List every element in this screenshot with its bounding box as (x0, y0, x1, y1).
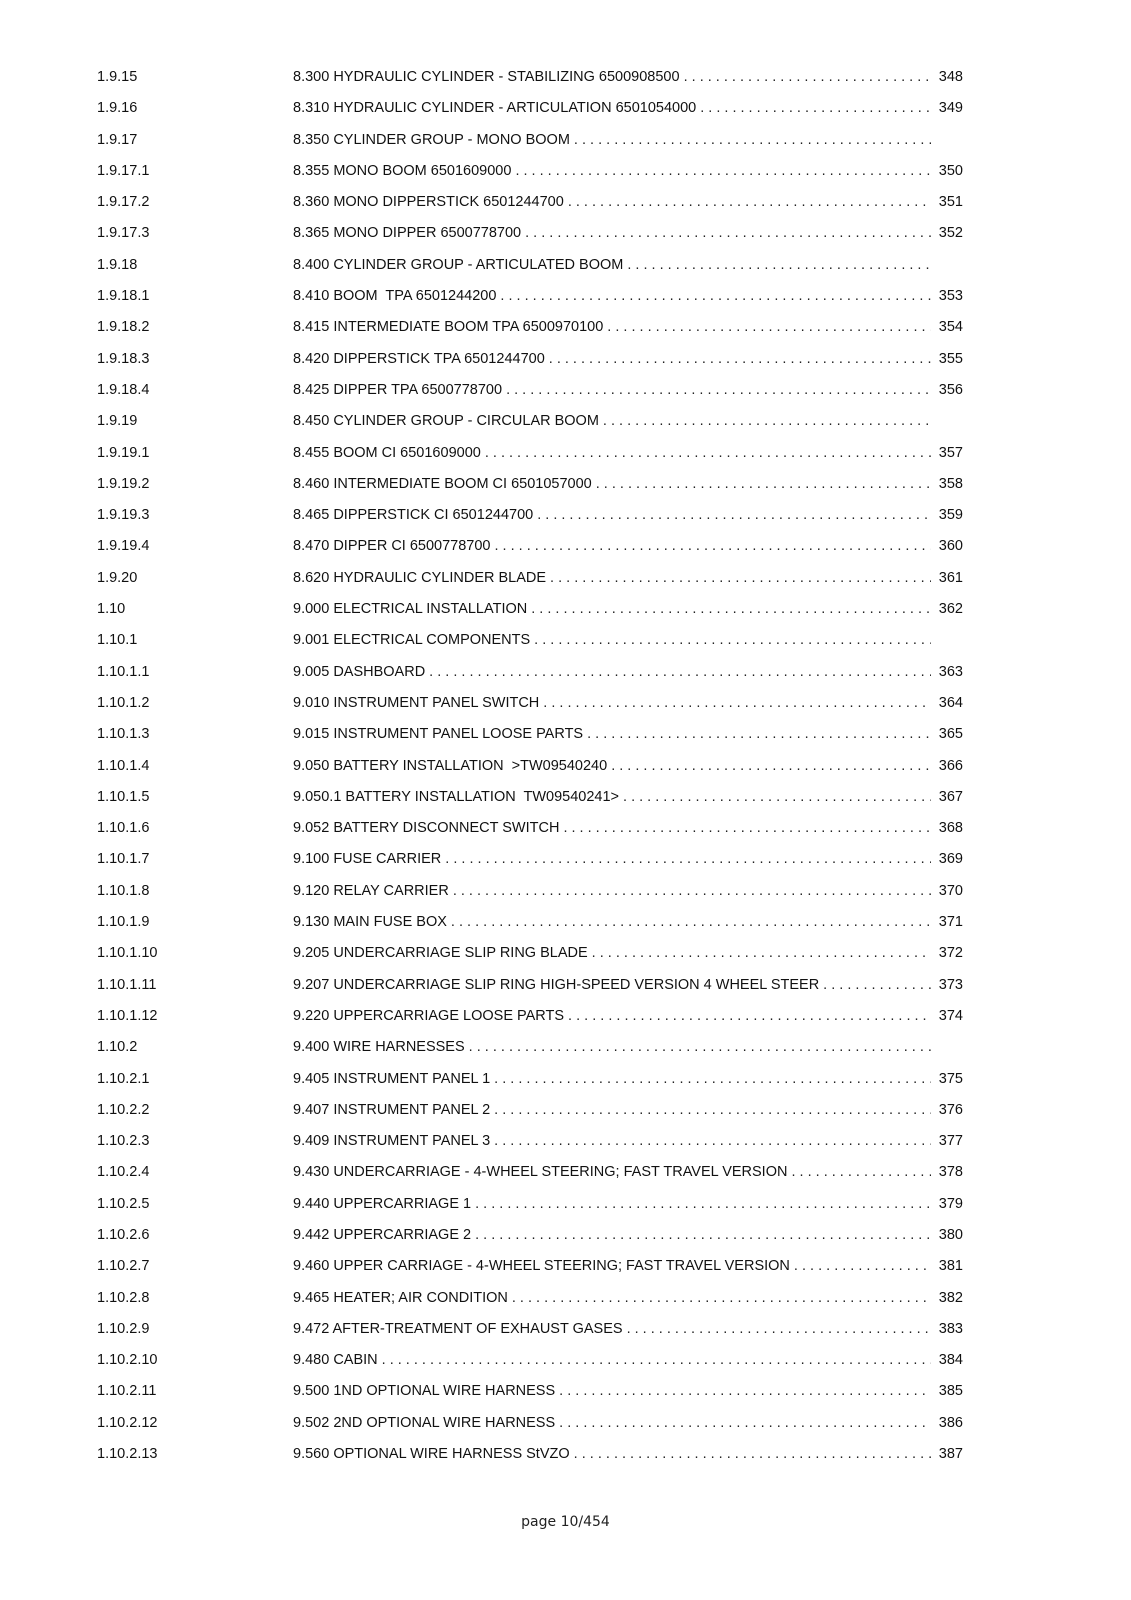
dot-leader (508, 1289, 931, 1307)
toc-row[interactable] (0, 1034, 1131, 1065)
toc-row[interactable] (0, 1159, 1131, 1190)
toc-title[interactable]: 8.355 MONO BOOM 6501609000 (293, 162, 512, 179)
toc-section-number: 1.10.2.6 (97, 1226, 150, 1243)
toc-row[interactable] (0, 158, 1131, 189)
toc-entry[interactable] (293, 162, 963, 180)
toc-page-number[interactable]: 383 (938, 1320, 963, 1337)
toc-entry[interactable] (293, 1226, 963, 1244)
toc-page-number[interactable]: 378 (938, 1164, 963, 1181)
toc-section-number: 1.10.2.11 (97, 1383, 157, 1400)
toc-page-number[interactable]: 350 (938, 162, 963, 179)
toc-title[interactable]: 8.410 BOOM TPA 6501244200 (293, 288, 497, 305)
toc-section-number: 1.9.18 (97, 256, 138, 273)
toc-section-number: 1.10.1.10 (97, 945, 158, 962)
toc-title[interactable]: 9.010 INSTRUMENT PANEL SWITCH (293, 694, 540, 711)
toc-page-number[interactable]: 372 (938, 945, 963, 962)
dot-leader (570, 1445, 931, 1463)
toc-section-number: 1.9.17.1 (97, 162, 150, 179)
toc-entry[interactable] (293, 850, 963, 868)
toc-row[interactable] (0, 533, 1131, 564)
toc-entry[interactable] (293, 757, 963, 775)
dot-leader (511, 162, 931, 180)
toc-title[interactable]: 9.100 FUSE CARRIER (293, 851, 442, 868)
toc-entry[interactable] (293, 1070, 963, 1088)
toc-page-number[interactable]: 375 (938, 1070, 963, 1087)
dot-leader (447, 913, 931, 931)
toc-title[interactable]: 9.465 HEATER; AIR CONDITION (293, 1289, 508, 1306)
toc-section-number: 1.9.15 (97, 69, 138, 85)
toc-entry[interactable] (293, 131, 963, 149)
dot-leader (619, 788, 931, 806)
toc-row[interactable] (0, 1253, 1131, 1284)
dot-leader (496, 287, 931, 305)
toc-page-number[interactable]: 374 (938, 1007, 963, 1024)
toc-title[interactable]: 9.480 CABIN (293, 1352, 378, 1369)
toc-title[interactable]: 9.560 OPTIONAL WIRE HARNESS StVZO (293, 1446, 570, 1463)
toc-section-number: 1.9.20 (97, 569, 138, 586)
toc-section-number: 1.10.1.2 (97, 694, 150, 711)
toc-entry[interactable] (293, 506, 963, 524)
dot-leader (588, 944, 931, 962)
dot-leader (471, 1226, 931, 1244)
dot-leader (555, 1414, 931, 1432)
toc-row[interactable] (0, 690, 1131, 721)
toc-page-number[interactable]: 364 (938, 694, 963, 711)
toc-title[interactable]: 8.360 MONO DIPPERSTICK 6501244700 (293, 194, 564, 211)
dot-leader (449, 882, 931, 900)
toc-row[interactable] (0, 627, 1131, 658)
toc-title[interactable]: 9.207 UNDERCARRIAGE SLIP RING HIGH-SPEED VERSION 4 WHEEL STEER (293, 976, 820, 993)
dot-leader (441, 850, 931, 868)
toc-title[interactable]: 9.000 ELECTRICAL INSTALLATION (293, 601, 528, 618)
toc-title[interactable]: 9.430 UNDERCARRIAGE - 4-WHEEL STEERING; FAST TRAVEL VERSION (293, 1164, 788, 1181)
dot-leader (481, 444, 931, 462)
toc-page-number[interactable]: 348 (938, 69, 963, 85)
dot-leader (599, 412, 931, 430)
toc-section-number: 1.9.17.3 (97, 225, 150, 242)
toc-entry[interactable] (293, 1414, 963, 1432)
toc-entry[interactable] (293, 569, 963, 587)
toc-section-number: 1.10.1.3 (97, 726, 150, 743)
toc-title[interactable]: 8.420 DIPPERSTICK TPA 6501244700 (293, 350, 545, 367)
toc-section-number: 1.10.1.12 (97, 1007, 158, 1024)
toc-entry[interactable] (293, 694, 963, 712)
toc-page-number[interactable]: 371 (938, 914, 963, 931)
toc-entry[interactable] (293, 944, 963, 962)
toc-page-number[interactable]: 363 (938, 663, 963, 680)
toc-row[interactable] (0, 252, 1131, 283)
toc-page-number[interactable]: 366 (938, 757, 963, 774)
toc-title[interactable]: 8.620 HYDRAULIC CYLINDER BLADE (293, 569, 547, 586)
toc-section-number: 1.10.2.9 (97, 1320, 150, 1337)
toc-title[interactable]: 9.460 UPPER CARRIAGE - 4-WHEEL STEERING; FAST TRAVEL VERSION (293, 1258, 790, 1275)
toc-page-number[interactable]: 382 (938, 1289, 963, 1306)
toc-row[interactable] (0, 596, 1131, 627)
toc-entry[interactable] (293, 444, 963, 462)
toc-entry[interactable] (293, 256, 963, 274)
toc-entry[interactable] (293, 68, 963, 86)
toc-title[interactable]: 8.470 DIPPER CI 6500778700 (293, 538, 491, 555)
toc-section-number: 1.10.2.2 (97, 1101, 150, 1118)
toc-entry[interactable] (293, 1101, 963, 1119)
toc-section-number: 1.10.1.8 (97, 882, 150, 899)
dot-leader (491, 537, 932, 555)
toc-row[interactable] (0, 1066, 1131, 1097)
toc-page-number[interactable]: 361 (938, 569, 963, 586)
toc-row[interactable] (0, 721, 1131, 752)
toc-entry[interactable] (293, 193, 963, 211)
toc-row[interactable] (0, 1347, 1131, 1378)
toc-page-number[interactable]: 379 (938, 1195, 963, 1212)
toc-section-number: 1.9.19.1 (97, 444, 150, 461)
toc-row[interactable] (0, 1316, 1131, 1347)
toc-title[interactable]: 9.052 BATTERY DISCONNECT SWITCH (293, 820, 560, 837)
toc-entry[interactable] (293, 1163, 963, 1181)
dot-leader (530, 631, 931, 649)
toc-row[interactable] (0, 1441, 1131, 1472)
dot-leader (680, 68, 931, 86)
toc-page-number[interactable]: 385 (938, 1383, 963, 1400)
toc-row[interactable] (0, 815, 1131, 846)
toc-page-number[interactable]: 377 (938, 1133, 963, 1150)
toc-entry[interactable] (293, 600, 963, 618)
toc-title[interactable]: 9.440 UPPERCARRIAGE 1 (293, 1195, 472, 1212)
toc-entry[interactable] (293, 1382, 963, 1400)
toc-title[interactable]: 8.450 CYLINDER GROUP - CIRCULAR BOOM (293, 413, 599, 430)
toc-section-number: 1.9.16 (97, 100, 138, 117)
toc-section-number: 1.9.19.2 (97, 475, 150, 492)
toc-title[interactable]: 8.455 BOOM CI 6501609000 (293, 444, 481, 461)
toc-row[interactable] (0, 189, 1131, 220)
toc-entry[interactable] (293, 287, 963, 305)
toc-page-number[interactable]: 352 (938, 225, 963, 242)
toc-title[interactable]: 9.015 INSTRUMENT PANEL LOOSE PARTS (293, 726, 584, 743)
toc-title[interactable]: 9.400 WIRE HARNESSES (293, 1039, 465, 1056)
toc-entry[interactable] (293, 381, 963, 399)
dot-leader (790, 1257, 931, 1275)
toc-section-number: 1.10.1.6 (97, 820, 150, 837)
toc-section-number: 1.9.17.2 (97, 194, 150, 211)
toc-title[interactable]: 8.425 DIPPER TPA 6500778700 (293, 381, 503, 398)
toc-page-number[interactable]: 354 (938, 319, 963, 336)
toc-entry[interactable] (293, 1132, 963, 1150)
toc-section-number: 1.10.1.9 (97, 914, 150, 931)
toc-section-number: 1.10.2.4 (97, 1164, 150, 1181)
dot-leader (570, 131, 931, 149)
toc-section-number: 1.10.1.1 (97, 663, 150, 680)
page-number-footer: page 10/454 (521, 1514, 610, 1530)
toc-entry[interactable] (293, 976, 963, 994)
toc-title[interactable]: 9.120 RELAY CARRIER (293, 882, 449, 899)
toc-entry[interactable] (293, 99, 963, 117)
toc-entry[interactable] (293, 1007, 963, 1025)
toc-section-number: 1.9.18.3 (97, 350, 150, 367)
toc-title[interactable]: 8.300 HYDRAULIC CYLINDER - STABILIZING 6500908500 (293, 69, 680, 85)
toc-row[interactable] (0, 95, 1131, 126)
toc-entry[interactable] (293, 725, 963, 743)
dot-leader (787, 1163, 931, 1181)
toc-title[interactable]: 9.050 BATTERY INSTALLATION >TW09540240 (293, 757, 608, 774)
toc-page-number[interactable]: 353 (938, 288, 963, 305)
toc-page-number[interactable]: 384 (938, 1352, 963, 1369)
toc-section-number: 1.10.1.5 (97, 788, 150, 805)
dot-leader (564, 193, 931, 211)
dot-leader (545, 350, 931, 368)
toc-entry[interactable] (293, 1320, 963, 1338)
toc-page-number[interactable]: 360 (938, 538, 963, 555)
toc-entry[interactable] (293, 882, 963, 900)
toc-section-number: 1.9.18.4 (97, 381, 150, 398)
toc-row[interactable] (0, 784, 1131, 815)
toc-title[interactable]: 8.365 MONO DIPPER 6500778700 (293, 225, 522, 242)
toc-entry[interactable] (293, 1195, 963, 1213)
toc-section-number: 1.10.2.8 (97, 1289, 150, 1306)
toc-entry[interactable] (293, 475, 963, 493)
toc-section-number: 1.9.19.4 (97, 538, 150, 555)
toc-entry[interactable] (293, 412, 963, 430)
toc-title[interactable]: 8.310 HYDRAULIC CYLINDER - ARTICULATION 6501054000 (293, 100, 697, 117)
toc-section-number: 1.10.2.1 (97, 1070, 150, 1087)
toc-row[interactable] (0, 846, 1131, 877)
dot-leader (539, 694, 931, 712)
dot-leader (490, 1132, 931, 1150)
dot-leader (819, 976, 931, 994)
toc-section-number: 1.9.18.1 (97, 288, 150, 305)
toc-entry[interactable] (293, 1289, 963, 1307)
toc-section-number: 1.10.1.4 (97, 757, 150, 774)
toc-row[interactable] (0, 909, 1131, 940)
toc-row[interactable] (0, 64, 1131, 95)
toc-title[interactable]: 9.220 UPPERCARRIAGE LOOSE PARTS (293, 1007, 565, 1024)
toc-title[interactable]: 9.442 UPPERCARRIAGE 2 (293, 1226, 472, 1243)
toc-section-number: 1.10 (97, 601, 126, 618)
toc-title[interactable]: 9.130 MAIN FUSE BOX (293, 914, 447, 931)
toc-entry[interactable] (293, 788, 963, 806)
toc-title[interactable]: 8.350 CYLINDER GROUP - MONO BOOM (293, 131, 570, 148)
toc-section-number: 1.10.2.7 (97, 1258, 150, 1275)
toc-page-number[interactable]: 380 (938, 1226, 963, 1243)
dot-leader (592, 475, 931, 493)
toc-row[interactable] (0, 502, 1131, 533)
dot-leader (623, 1320, 931, 1338)
toc-title[interactable]: 8.460 INTERMEDIATE BOOM CI 6501057000 (293, 475, 592, 492)
toc-row[interactable] (0, 659, 1131, 690)
toc-section-number: 1.10.2.10 (97, 1352, 158, 1369)
toc-section-number: 1.10.1.7 (97, 851, 150, 868)
dot-leader (607, 757, 931, 775)
toc-title[interactable]: 8.400 CYLINDER GROUP - ARTICULATED BOOM (293, 256, 624, 273)
dot-leader (490, 1070, 931, 1088)
dot-leader (425, 663, 931, 681)
toc-page-number[interactable]: 367 (938, 788, 963, 805)
toc-title[interactable]: 9.502 2ND OPTIONAL WIRE HARNESS (293, 1414, 556, 1431)
toc-section-number: 1.10.1.11 (97, 976, 157, 993)
toc-page-number[interactable]: 387 (938, 1446, 963, 1463)
toc-section-number: 1.10.2.3 (97, 1133, 150, 1150)
toc-row[interactable] (0, 346, 1131, 377)
dot-leader (378, 1351, 931, 1369)
toc-page-number[interactable]: 373 (938, 976, 963, 993)
toc-entry[interactable] (293, 1038, 963, 1056)
toc-entry[interactable] (293, 1257, 963, 1275)
toc-title[interactable]: 9.005 DASHBOARD (293, 663, 426, 680)
toc-row[interactable] (0, 753, 1131, 784)
dot-leader (555, 1382, 931, 1400)
toc-entry[interactable] (293, 663, 963, 681)
toc-page-number[interactable]: 376 (938, 1101, 963, 1118)
toc-page-number[interactable]: 349 (938, 100, 963, 117)
toc-row[interactable] (0, 1222, 1131, 1253)
toc-row[interactable] (0, 1378, 1131, 1409)
toc-row[interactable] (0, 1285, 1131, 1316)
toc-title[interactable]: 9.405 INSTRUMENT PANEL 1 (293, 1070, 491, 1087)
toc-page-number[interactable]: 368 (938, 820, 963, 837)
toc-row[interactable] (0, 440, 1131, 471)
toc-row[interactable] (0, 1003, 1131, 1034)
toc-page-number[interactable]: 370 (938, 882, 963, 899)
toc-page-number[interactable]: 356 (938, 381, 963, 398)
toc-title[interactable]: 9.001 ELECTRICAL COMPONENTS (293, 632, 531, 649)
dot-leader (490, 1101, 931, 1119)
toc-page-number[interactable]: 355 (938, 350, 963, 367)
dot-leader (583, 725, 931, 743)
toc-row[interactable] (0, 1097, 1131, 1128)
toc-entry[interactable] (293, 1351, 963, 1369)
toc-row[interactable] (0, 220, 1131, 251)
toc-title[interactable]: 9.205 UNDERCARRIAGE SLIP RING BLADE (293, 945, 588, 962)
toc-row[interactable] (0, 1191, 1131, 1222)
dot-leader (546, 569, 931, 587)
toc-entry[interactable] (293, 1445, 963, 1463)
toc-row[interactable] (0, 471, 1131, 502)
toc-title[interactable]: 9.500 1ND OPTIONAL WIRE HARNESS (293, 1383, 556, 1400)
toc-row[interactable] (0, 972, 1131, 1003)
toc-page-number[interactable]: 365 (938, 726, 963, 743)
toc-section-number: 1.10.2.5 (97, 1195, 150, 1212)
toc-page-number[interactable]: 386 (938, 1414, 963, 1431)
toc-title[interactable]: 8.415 INTERMEDIATE BOOM TPA 6500970100 (293, 319, 604, 336)
dot-leader (471, 1195, 931, 1213)
toc-title[interactable]: 9.472 AFTER-TREATMENT OF EXHAUST GASES (293, 1320, 623, 1337)
dot-leader (559, 819, 931, 837)
dot-leader (521, 224, 931, 242)
toc-entry[interactable] (293, 537, 963, 555)
toc-page-number[interactable]: 369 (938, 851, 963, 868)
toc-page-number[interactable]: 351 (938, 194, 963, 211)
toc-page-number[interactable]: 362 (938, 601, 963, 618)
toc-section-number: 1.9.18.2 (97, 319, 150, 336)
toc-page-number[interactable]: 357 (938, 444, 963, 461)
toc-section-number: 1.10.1 (97, 632, 138, 649)
dot-leader (696, 99, 931, 117)
toc-page-number[interactable]: 358 (938, 475, 963, 492)
dot-leader (564, 1007, 931, 1025)
toc-row[interactable] (0, 408, 1131, 439)
dot-leader (603, 318, 931, 336)
toc-row[interactable] (0, 565, 1131, 596)
toc-title[interactable]: 9.407 INSTRUMENT PANEL 2 (293, 1101, 491, 1118)
dot-leader (623, 256, 931, 274)
toc-row[interactable] (0, 940, 1131, 971)
toc-row[interactable] (0, 283, 1131, 314)
toc-entry[interactable] (293, 631, 963, 649)
toc-entry[interactable] (293, 350, 963, 368)
table-of-contents (0, 64, 1131, 1472)
toc-section-number: 1.9.19 (97, 413, 138, 430)
toc-entry[interactable] (293, 224, 963, 242)
toc-section-number: 1.9.19.3 (97, 507, 150, 524)
toc-page-number[interactable]: 359 (938, 507, 963, 524)
dot-leader (465, 1038, 931, 1056)
toc-section-number: 1.10.2.13 (97, 1446, 158, 1463)
dot-leader (533, 506, 931, 524)
toc-row[interactable] (0, 1128, 1131, 1159)
toc-title[interactable]: 9.050.1 BATTERY INSTALLATION TW09540241> (293, 788, 620, 805)
toc-row[interactable] (0, 314, 1131, 345)
toc-row[interactable] (0, 127, 1131, 158)
toc-title[interactable]: 8.465 DIPPERSTICK CI 6501244700 (293, 507, 534, 524)
toc-entry[interactable] (293, 819, 963, 837)
toc-section-number: 1.10.2.12 (97, 1414, 158, 1431)
toc-row[interactable] (0, 377, 1131, 408)
toc-row[interactable] (0, 1410, 1131, 1441)
toc-page-number[interactable]: 381 (938, 1258, 963, 1275)
dot-leader (502, 381, 931, 399)
toc-section-number: 1.10.2 (97, 1039, 138, 1056)
toc-entry[interactable] (293, 318, 963, 336)
toc-entry[interactable] (293, 913, 963, 931)
toc-title[interactable]: 9.409 INSTRUMENT PANEL 3 (293, 1133, 491, 1150)
toc-section-number: 1.9.17 (97, 131, 138, 148)
toc-row[interactable] (0, 878, 1131, 909)
dot-leader (527, 600, 931, 618)
